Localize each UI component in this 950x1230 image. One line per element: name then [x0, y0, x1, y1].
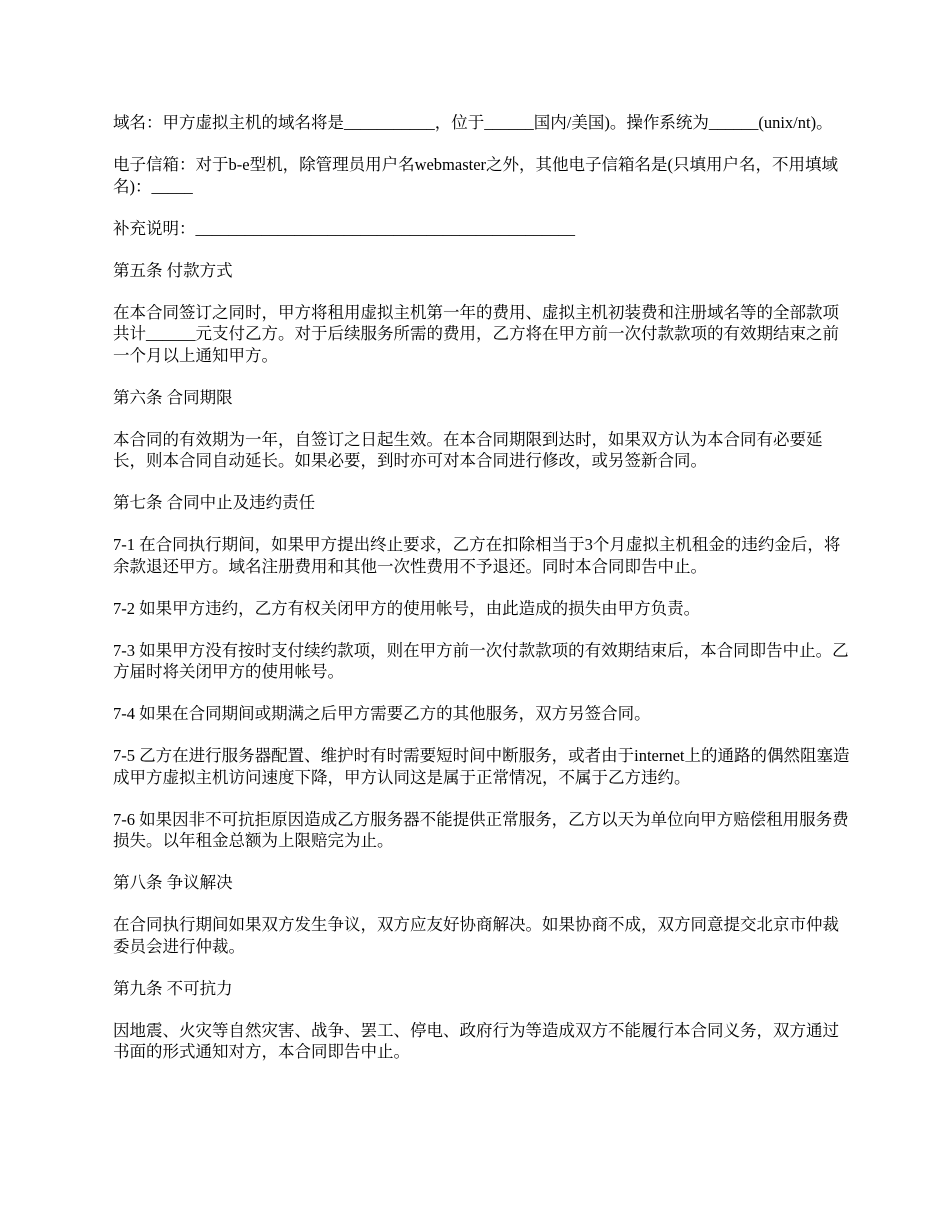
clause-7-6: 7-6 如果因非不可抗拒原因造成乙方服务器不能提供正常服务，乙方以天为单位向甲方赔偿租用服务费损失。以年租金总额为上限赔完为止。: [113, 809, 849, 850]
article-5-heading: 第五条 付款方式: [113, 260, 233, 280]
article-9-body: 因地震、火灾等自然灾害、战争、罢工、停电、政府行为等造成双方不能履行本合同义务，双方通过书面的形式通知对方，本合同即告中止。: [113, 1020, 839, 1061]
article-9-heading: 第九条 不可抗力: [113, 978, 233, 998]
clause-7-3: 7-3 如果甲方没有按时支付续约款项，则在甲方前一次付款款项的有效期结束后，本合同即告中止。乙方届时将关闭甲方的使用帐号。: [113, 640, 849, 681]
article-8-heading: 第八条 争议解决: [113, 873, 233, 892]
clause-7-2: 7-2 如果甲方违约，乙方有权关闭甲方的使用帐号，由此造成的损失由甲方负责。: [113, 598, 701, 618]
supplementary-note: 补充说明：______________________________________________: [113, 218, 575, 238]
article-8-body: 在合同执行期间如果双方发生争议，双方应友好协商解决。如果协商不成，双方同意提交北京市仲裁委员会进行仲裁。: [113, 915, 839, 956]
article-6-heading: 第六条 合同期限: [113, 387, 233, 407]
clause-7-4: 7-4 如果在合同期间或期满之后甲方需要乙方的其他服务，双方另签合同。: [113, 704, 651, 723]
email-clause: 电子信箱：对于b-e型机，除管理员用户名webmaster之外，其他电子信箱名是(只填用户名，不用填域名)：_____: [113, 155, 839, 196]
clause-7-5: 7-5 乙方在进行服务器配置、维护时有时需要短时间中断服务，或者由于internet上的通路的偶然阻塞造成甲方虚拟主机访问速度下降，甲方认同这是属于正常情况，不属于乙方违约。: [113, 746, 850, 787]
clause-7-1: 7-1 在合同执行期间，如果甲方提出终止要求，乙方在扣除相当于3个月虚拟主机租金的违约金后，将余款退还甲方。域名注册费用和其他一次性费用不予退还。同时本合同即告中止。: [113, 535, 841, 576]
article-6-body: 本合同的有效期为一年，自签订之日起生效。在本合同期限到达时，如果双方认为本合同有必要延长，则本合同自动延长。如果必要，到时亦可对本合同进行修改，或另签新合同。: [113, 429, 823, 470]
document-body: [113, 112, 853, 1083]
article-5-body: 在本合同签订之同时，甲方将租用虚拟主机第一年的费用、虚拟主机初装费和注册域名等的全部款项共计______元支付乙方。对于后续服务所需的费用，乙方将在甲方前一次付款款项的有效期结束之前一个月以上通知甲方。: [113, 302, 839, 365]
domain-clause: 域名：甲方虚拟主机的域名将是___________，位于______国内/美国)。操作系统为______(unix/nt)。: [113, 113, 833, 132]
article-7-heading: 第七条 合同中止及违约责任: [113, 493, 316, 512]
